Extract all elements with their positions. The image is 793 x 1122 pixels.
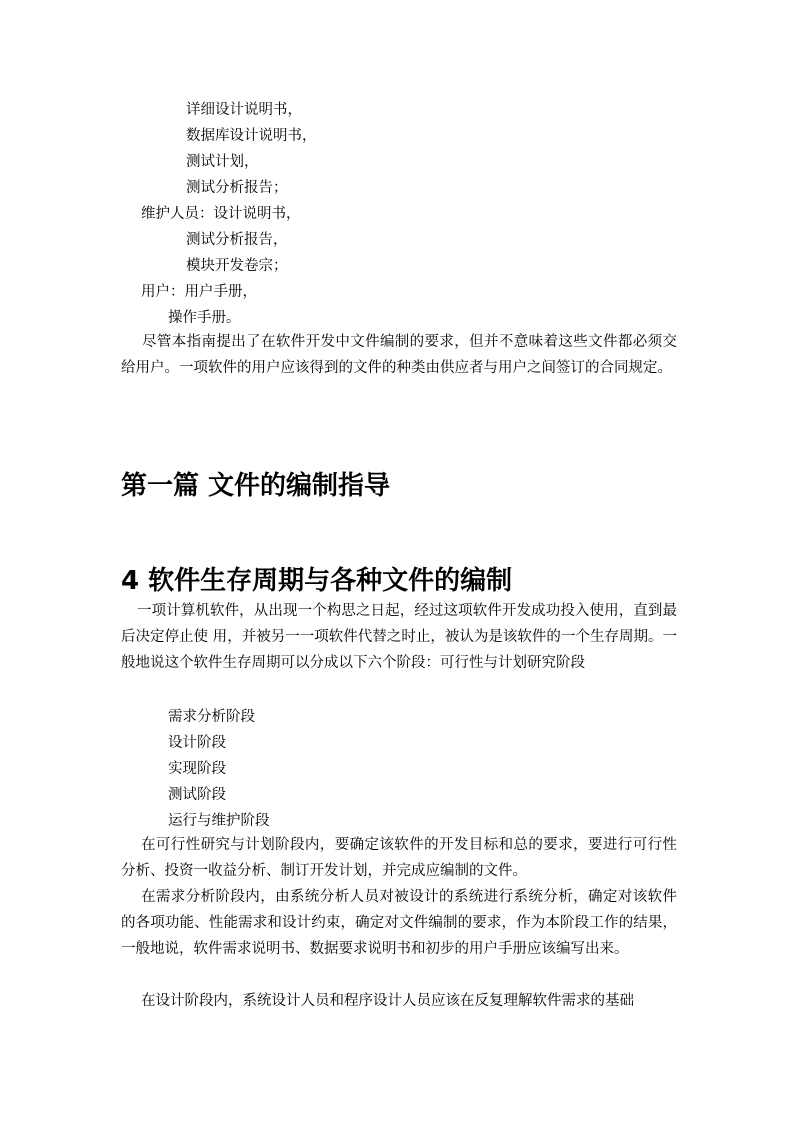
stage-item-2: 设计阶段 — [168, 735, 226, 751]
part-title: 第一篇 文件的编制指导 — [121, 471, 391, 501]
paragraph-design: 在设计阶段内，系统设计人员和程序设计人员应该在反复理解软件需求的基础 — [141, 993, 634, 1009]
paragraph-requirements: 在需求分析阶段内，由系统分析人员对被设计的系统进行系统分析，确定对该软件的各项功能、性能需求和设计约束，确定对文件编制的要求，作为本阶段工作的结果，一般地说，软件需求说明书、数据要求说明书和初步的用户手册应该编写出来。 — [121, 889, 677, 957]
intro-paragraph: 尽管本指南提出了在软件开发中文件编制的要求，但并不意味着这些文件都必须交给用户。一项软件的用户应该得到的文件的种类由供应者与用户之间签订的合同规定。 — [121, 334, 677, 376]
maintainer-item-1: 测试分析报告， — [186, 232, 288, 248]
dev-item-4: 测试分析报告； — [186, 180, 288, 196]
user-label: 用户：用户手册， — [141, 284, 257, 300]
dev-item-2: 数据库设计说明书， — [186, 128, 317, 144]
stage-item-5: 运行与维护阶段 — [168, 813, 270, 829]
stage-item-3: 实现阶段 — [168, 761, 226, 777]
dev-item-1: 详细设计说明书， — [186, 102, 302, 118]
stage-item-4: 测试阶段 — [168, 787, 226, 803]
stage-item-1: 需求分析阶段 — [168, 709, 255, 725]
section-title: 4 软件生存周期与各种文件的编制 — [121, 566, 513, 596]
section-paragraph-1: 一项计算机软件，从出现一个构思之日起，经过这项软件开发成功投入使用，直到最后决定停止使 用，并被另一一项软件代替之时止，被认为是该软件的一个生存周期。一般地说这个软件生存周期可以分成以下六个阶段：可行性与计划研究阶段 — [121, 603, 677, 671]
maintainer-label: 维护人员：设计说明书， — [141, 206, 301, 222]
user-item-1: 操作手册。 — [168, 310, 241, 326]
paragraph-feasibility: 在可行性研究与计划阶段内，要确定该软件的开发目标和总的要求，要进行可行性分析、投资一收益分析、制订开发计划，并完成应编制的文件。 — [121, 837, 677, 879]
dev-item-3: 测试计划， — [186, 154, 259, 170]
maintainer-item-2: 模块开发卷宗； — [186, 258, 288, 274]
